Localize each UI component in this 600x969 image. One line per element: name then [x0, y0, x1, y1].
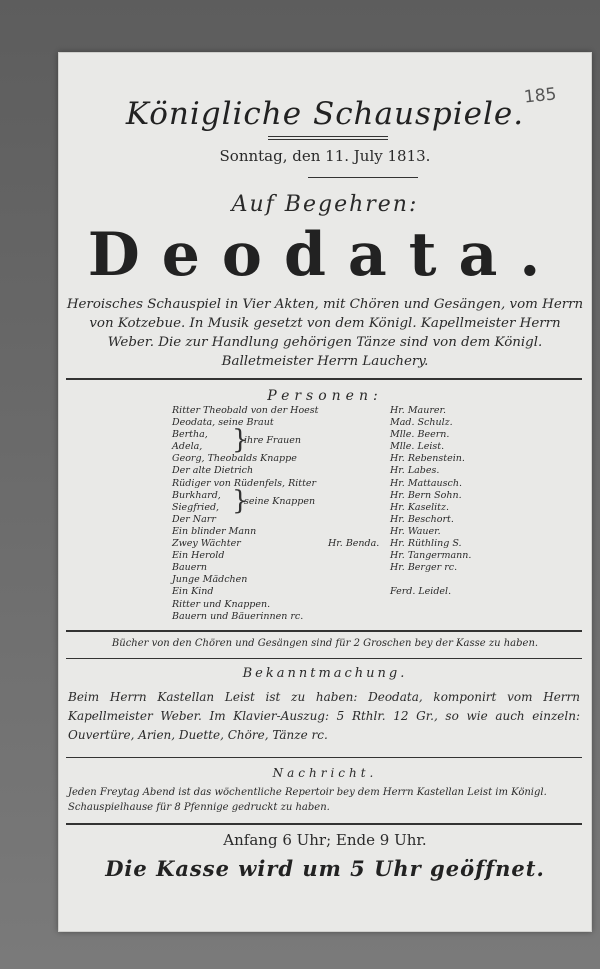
cast-role: Ein Kind: [172, 586, 214, 598]
cast-role: Ritter und Knappen.: [172, 598, 271, 610]
cast-role: Ein Herold: [172, 550, 225, 562]
cast-row: [58, 574, 592, 586]
cast-role: Siegfried,: [172, 501, 220, 513]
cast-role: Junge Mädchen: [172, 574, 248, 586]
announcement-text: Beim Herrn Kastellan Leist ist zu haben: Deodata, komponirt vom Herrn Kapellmeister Weber. Im Klavier-Auszug: 5 Rthlr. 12 Gr., so wie auch einzeln: Ouvertüre, Arien, Duette, Chöre, Tänze rc.: [68, 690, 580, 742]
cast-actor: Hr. Bern Sohn.: [390, 489, 462, 501]
ornament-divider: [268, 135, 388, 141]
divider: [66, 823, 582, 825]
cast-actor: Hr. Labes.: [390, 465, 440, 477]
cast-role: Zwey Wächter: [172, 538, 241, 550]
cast-role: Burkhard,: [172, 489, 221, 501]
play-description: Heroisches Schauspiel in Vier Akten, mit Chören und Gesängen, vom Herrn von Kotzebue. In Musik gesetzt von dem Königl. Kapellmeister Herrn Weber. Die zur Handlung gehörigen Tänze sind von dem Königl. Balletmeister Herrn Lauchery.: [66, 297, 584, 369]
cast-role: Ritter Theobald von der Hoest: [172, 405, 319, 416]
cast-actor: Hr. Rüthling S.: [390, 538, 462, 550]
cast-actor-secondary: Hr. Benda.: [328, 538, 380, 550]
divider: [66, 378, 582, 380]
cast-row: [58, 514, 592, 526]
divider: [66, 658, 582, 659]
divider: [66, 757, 582, 758]
cast-actor: Hr. Rebenstein.: [390, 453, 465, 465]
persons-heading: Personen:: [267, 388, 383, 404]
cast-row: [58, 586, 592, 598]
cast-role: Der alte Dietrich: [172, 465, 254, 477]
cast-role: Deodata, seine Braut: [172, 417, 274, 429]
on-demand-label: Auf Begehren:: [231, 192, 419, 217]
cast-role: Bauern: [172, 562, 208, 574]
performance-date: Sonntag, den 11. July 1813.: [219, 147, 431, 165]
cast-row: [58, 550, 592, 562]
cast-actor: Ferd. Leidel.: [390, 586, 452, 598]
playbill-sheet: [58, 52, 592, 932]
cast-row: [58, 502, 592, 514]
notice-text: Jeden Freytag Abend ist das wöchentliche Repertoir bey dem Herrn Kastellan Leist im Königl. Schauspielhause für 8 Pfennige gedruckt zu haben.: [68, 787, 547, 813]
cast-row: [58, 538, 592, 550]
cast-row: [58, 526, 592, 538]
cast-row: [58, 562, 592, 574]
theatre-title: Königliche Schauspiele.: [125, 96, 525, 132]
cast-actor: Mlle. Beern.: [390, 429, 450, 441]
divider: [66, 630, 582, 632]
brace-label: seine Knappen: [244, 495, 316, 507]
cast-role: Ein blinder Mann: [172, 525, 257, 537]
cast-role: Georg, Theobalds Knappe: [172, 453, 297, 465]
cast-role: Bauern und Bäuerinnen rc.: [172, 610, 304, 622]
cast-actor: Hr. Maurer.: [390, 405, 447, 416]
books-notice: Bücher von den Chören und Gesängen sind für 2 Groschen bey der Kasse zu haben.: [111, 638, 539, 649]
cast-row: [58, 441, 592, 453]
cast-row: [58, 599, 592, 611]
cast-row: [58, 405, 592, 417]
cast-row: [58, 417, 592, 429]
cast-actor: Hr. Beschort.: [390, 513, 454, 525]
cast-row: [58, 478, 592, 490]
cast-actor: Mad. Schulz.: [390, 417, 453, 429]
cast-role: Bertha,: [172, 429, 208, 441]
cast-actor: Hr. Kaselitz.: [390, 501, 449, 513]
archive-number: 185: [522, 84, 557, 108]
cast-role: Der Narr: [172, 513, 216, 525]
cast-list: [58, 405, 592, 623]
cast-role: Rüdiger von Rüdenfels, Ritter: [172, 477, 317, 489]
brace-glyph: }: [232, 425, 249, 456]
cast-row: [58, 611, 592, 623]
announcement-heading: Bekanntmachung.: [242, 666, 408, 681]
performance-times: Anfang 6 Uhr; Ende 9 Uhr.: [223, 831, 427, 849]
brace-label: ihre Frauen: [244, 435, 301, 447]
brace-glyph: }: [232, 485, 249, 516]
cast-actor: Mlle. Leist.: [390, 441, 445, 453]
cast-role: Adela,: [172, 441, 203, 453]
cast-actor: Hr. Wauer.: [390, 525, 441, 537]
cast-row: [58, 453, 592, 465]
cast-actor: Hr. Tangermann.: [390, 550, 472, 562]
divider: [308, 177, 418, 178]
cast-actor: Hr. Mattausch.: [390, 477, 462, 489]
cast-row: [58, 465, 592, 477]
notice-heading: Nachricht.: [272, 766, 378, 780]
cast-actor: Hr. Berger rc.: [390, 562, 458, 574]
play-title: Deodata.: [87, 220, 563, 290]
box-office-notice: Die Kasse wird um 5 Uhr geöffnet.: [105, 856, 545, 881]
